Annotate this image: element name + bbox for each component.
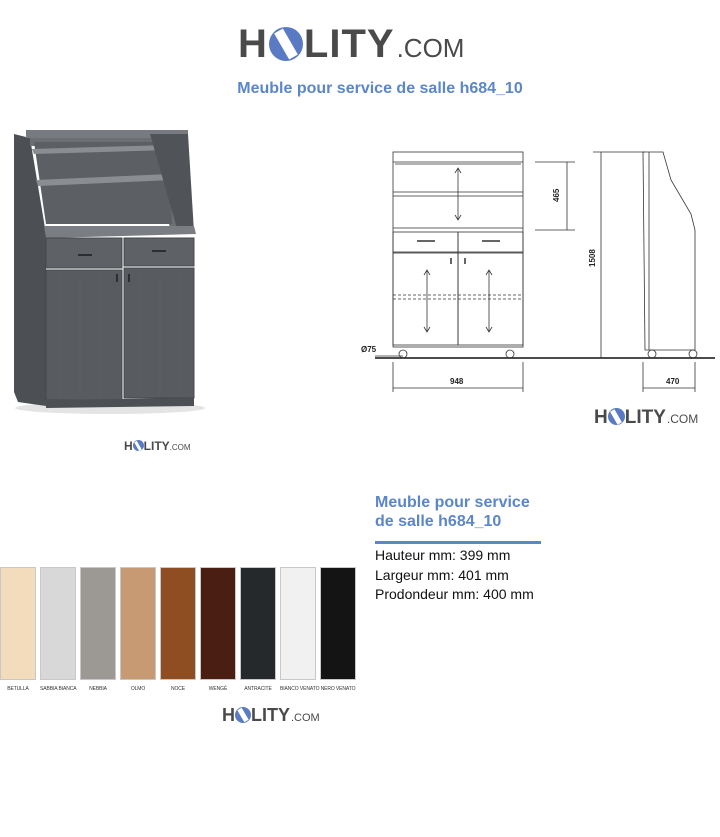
logo-text: LITY bbox=[624, 407, 666, 428]
technical-drawing bbox=[355, 140, 720, 395]
logo-letter-h: H bbox=[222, 705, 235, 725]
logo-letter-h: H bbox=[124, 439, 133, 453]
finish-label: NOCE bbox=[170, 686, 186, 692]
logo-domain: .COM bbox=[666, 412, 699, 426]
finish-label: SABBIA BIANCA bbox=[40, 686, 77, 692]
finish-label: BETULLA bbox=[7, 686, 29, 692]
holity-logo-swatches[interactable] bbox=[222, 705, 320, 726]
finish-color-chip bbox=[280, 567, 316, 680]
logo-o-icon bbox=[269, 27, 303, 61]
spec-height: Hauteur mm: 399 mm bbox=[375, 547, 511, 563]
finish-color-chip bbox=[40, 567, 76, 680]
logo-domain: .COM bbox=[291, 712, 320, 724]
finish-label: OLMO bbox=[130, 686, 146, 692]
logo-o-icon bbox=[608, 408, 625, 425]
product-title-line2: de salle h684_10 bbox=[375, 513, 502, 530]
spec-list bbox=[375, 546, 534, 605]
holity-logo-tiny[interactable] bbox=[124, 439, 191, 453]
finish-swatch[interactable] bbox=[120, 567, 156, 692]
finish-label: BIANCO VENATO bbox=[280, 686, 320, 692]
dim-wheel: Ø75 bbox=[361, 345, 377, 354]
logo-o-icon bbox=[235, 707, 251, 723]
product-photo bbox=[0, 116, 216, 422]
finish-color-chip bbox=[320, 567, 356, 680]
dim-width: 948 bbox=[450, 377, 464, 386]
logo-text: LITY bbox=[251, 705, 290, 725]
holity-logo-small[interactable] bbox=[594, 406, 698, 429]
finish-color-chip bbox=[200, 567, 236, 680]
dim-upper-height: 465 bbox=[552, 188, 561, 202]
dim-depth: 470 bbox=[666, 377, 680, 386]
finish-color-chip bbox=[80, 567, 116, 680]
logo-domain: .COM bbox=[169, 443, 191, 452]
finish-swatch[interactable] bbox=[80, 567, 116, 692]
product-title bbox=[375, 493, 545, 531]
spec-depth: Prodondeur mm: 400 mm bbox=[375, 586, 534, 602]
finish-color-chip bbox=[160, 567, 196, 680]
product-title-line1: Meuble pour service bbox=[375, 494, 530, 511]
finish-swatches bbox=[0, 567, 356, 692]
finish-swatch[interactable] bbox=[240, 567, 276, 692]
finish-swatch[interactable] bbox=[40, 567, 76, 692]
logo-letter-h: H bbox=[594, 407, 608, 428]
logo-text: LITY bbox=[303, 22, 395, 66]
page-title: Meuble pour service de salle h684_10 bbox=[237, 80, 523, 97]
spec-width: Largeur mm: 401 mm bbox=[375, 566, 509, 583]
finish-swatch[interactable] bbox=[160, 567, 196, 692]
finish-label: WENGÈ bbox=[208, 686, 228, 692]
finish-color-chip bbox=[0, 567, 36, 680]
logo-o-icon bbox=[133, 440, 144, 451]
logo-letter-h: H bbox=[238, 22, 268, 66]
logo-domain: .COM bbox=[396, 33, 465, 63]
finish-color-chip bbox=[120, 567, 156, 680]
finish-label: NEBBIA bbox=[89, 686, 107, 692]
finish-color-chip bbox=[240, 567, 276, 680]
finish-swatch[interactable] bbox=[320, 567, 356, 692]
title-divider bbox=[375, 541, 541, 544]
finish-swatch[interactable] bbox=[200, 567, 236, 692]
finish-swatch[interactable] bbox=[0, 567, 36, 692]
dim-total-height: 1508 bbox=[588, 249, 597, 267]
holity-logo[interactable] bbox=[238, 22, 464, 67]
finish-swatch[interactable] bbox=[280, 567, 320, 692]
finish-label: ANTRACITE bbox=[244, 686, 272, 692]
finish-label: NERO VENATO bbox=[320, 686, 356, 692]
logo-text: LITY bbox=[143, 439, 170, 453]
